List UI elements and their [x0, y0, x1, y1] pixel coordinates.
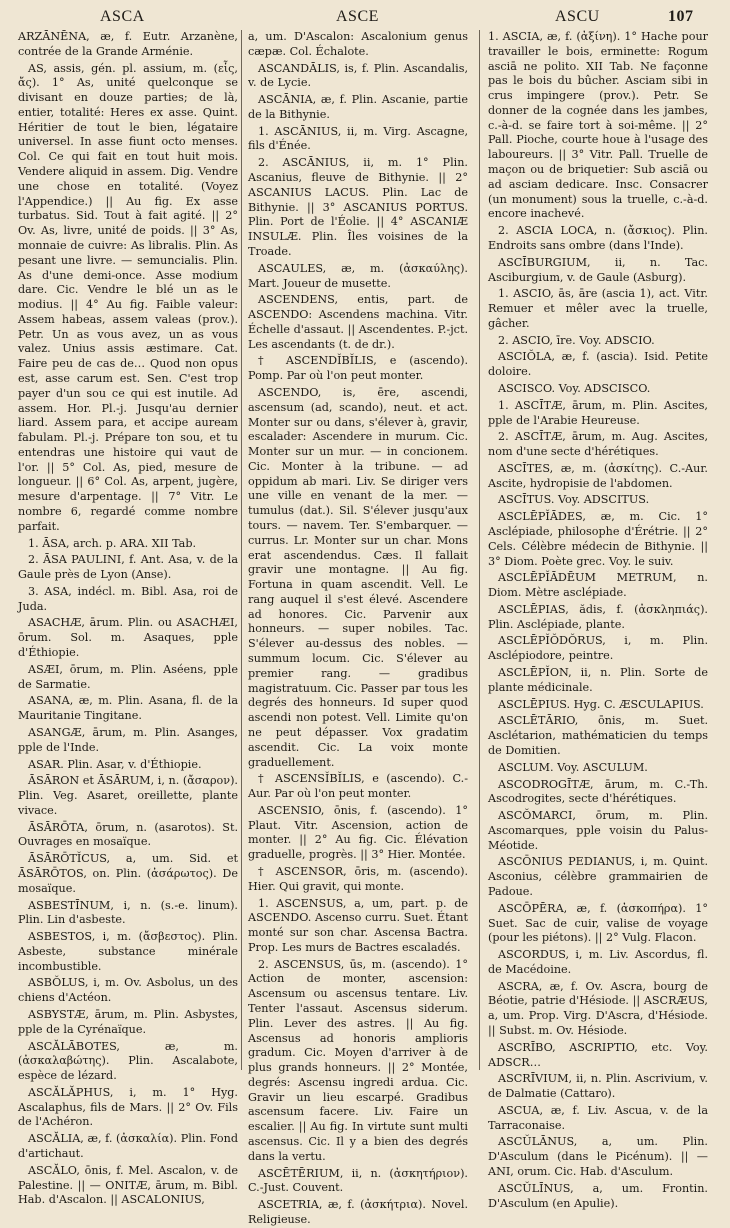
dictionary-entry: ASCIŎLA, æ, f. (ascia). Isid. Petite doloire.	[488, 350, 708, 379]
dictionary-entry: ASCĂLĀBOTES, æ, m. (ἀσκαλαβώτης). Plin. Ascalabote, espèce de lézard.	[18, 1039, 238, 1083]
dictionary-entry: ASCLĒPIAS, ădis, f. (ἀσκληπιάς). Plin. Asclépiade, plante.	[488, 602, 708, 631]
running-head-left: ASCA	[100, 8, 145, 25]
dictionary-entry: ASCISCO. Voy. ADSCISCO.	[498, 381, 651, 395]
dictionary-entry: ASCŎMARCI, ōrum, m. Plin. Ascomarques, pple voisin du Palus-Méotide.	[488, 809, 708, 852]
running-head	[0, 6, 730, 28]
dictionary-entry: ASCLĒPĬĀDĒUM METRUM, n. Diom. Mètre asclépiade.	[488, 571, 708, 600]
dictionary-entry: † ASCENSOR, ōris, m. (ascendo). Hier. Qui gravit, qui monte.	[248, 864, 468, 893]
column-middle	[248, 30, 468, 1226]
dictionary-entry: ASBŎLUS, i, m. Ov. Asbolus, un des chiens d'Actéon.	[18, 976, 238, 1005]
page-number: 107	[668, 8, 694, 25]
dictionary-entry: ASCLĒPĬĀDES, æ, m. Cic. 1° Asclépiade, philosophe d'Érétrie. || 2° Cels. Célèbre médecin de Bithynie. || 3° Diom. Poète grec. Voy. le suiv.	[488, 510, 708, 568]
dictionary-entry: ASCRĪVIUM, ii, n. Plin. Ascrivium, v. de Dalmatie (Cattaro).	[488, 1072, 708, 1101]
dictionary-entry: 2. ASCIA LOCA, n. (ἄσκιος). Plin. Endroits sans ombre (dans l'Inde).	[488, 224, 708, 252]
dictionary-entry: ASCĒTĒRIUM, ii, n. (ἀσκητήριον). C.-Just. Couvent.	[248, 1166, 468, 1195]
dictionary-entry: † ASCENSĬBĬLIS, e (ascendo). C.-Aur. Par où l'on peut monter.	[248, 772, 468, 801]
dictionary-entry: ASCĀNIA, æ, f. Plin. Ascanie, partie de la Bithynie.	[248, 93, 468, 121]
dictionary-entry: ASBESTOS, i, m. (ἄσβεστος). Plin. Asbeste, substance minérale incombustible.	[18, 930, 238, 973]
dictionary-entry: ĀSĀRŌTĬCUS, a, um. Sid. et ĀSĀRŌTOS, on. Plin. (ἀσάρωτος). De mosaïque.	[18, 852, 238, 895]
dictionary-entry: ASCLĒPIUS. Hyg. C. ÆSCULAPIUS.	[498, 697, 704, 711]
dictionary-columns	[18, 30, 718, 1226]
dictionary-entry: ASCĪTUS. Voy. ADSCITUS.	[498, 493, 650, 507]
dictionary-entry: 2. ASCIO, īre. Voy. ADSCIO.	[498, 333, 655, 347]
dictionary-entry: 1. ASCĪTÆ, ārum, m. Plin. Ascites, pple de l'Arabie Heureuse.	[488, 398, 708, 427]
dictionary-entry: ASCŬLĀNUS, a, um. Plin. D'Asculum (dans le Picénum). || — ANI, orum. Cic. Hab. d'Asculum.	[488, 1135, 708, 1179]
dictionary-entry: ASCĂLĂPHUS, i, m. 1° Hyg. Ascalaphus, fils de Mars. || 2° Ov. Fils de l'Achéron.	[18, 1085, 238, 1129]
dictionary-entry: ASCRA, æ, f. Ov. Ascra, bourg de Béotie, patrie d'Hésiode. || ASCRÆUS, a, um. Prop. Virg. D'Ascra, d'Hésiode. || Subst. m. Ov. Hésiode.	[488, 979, 708, 1037]
dictionary-entry: AS, assis, gén. pl. assium, m. (εἷς, ἄς). 1° As, unité quelconque se divisant en douze parties; de là, entier, totalité: Heres ex asse. Quint. Héritier de tout le bien, légataire universel. In asse fiunt octo menses. Col. Ce qui fait en tout huit mois. Vendere aliquid in assem. Dig. Vendre une chose en totalité. (Voyez l'Appendice.) || Au fig. Ex asse turbatus. Sid. Tout à fait agité. || 2° Ov. As, livre, unité de poids. || 3° As, monnaie de cuivre: As libralis. Plin. As pesant une livre. — semuncialis. Plin. As d'une demi-once. Asse modium dare. Cic. Vendre le blé un as le modius. || 4° Au fig. Faible valeur: Assem habeas, assem valeas (prov.). Petr. Un as vous avez, un as vous valez. Unius assis æstimare. Cat. Faire peu de cas de… Quod non opus est, asse carum est. Sen. C'est trop payer d'un sou ce qui est inutile. Ad assem. Hor. Pl.-j. Jusqu'au dernier liard. Assem para, et accipe auream fabulam. Pl.-j. Prépare ton sou, et tu entendras une histoire qui vaut de l'or. || 5° Col. As, pied, mesure de longueur. || 6° Col. As, arpent, jugère, mesure d'arpentage. || 7° Vitr. Le nombre 6, regardé comme nombre parfait.	[18, 61, 238, 533]
dictionary-entry: ASCLĒPĬŎDŎRUS, i, m. Plin. Asclépiodore, peintre.	[488, 634, 708, 663]
dictionary-entry: 1. ASCENSUS, a, um, part. p. de ASCENDO. Ascenso curru. Suet. Étant monté sur son char. Ascensa Bactra. Prop. Les murs de Bactres escaladés.	[248, 896, 468, 954]
dictionary-entry: ASCETRIA, æ, f. (ἀσκήτρια). Novel. Religieuse.	[248, 1198, 468, 1226]
dictionary-entry: a, um. D'Ascalon: Ascalonium genus cæpæ. Col. Échalote.	[248, 30, 468, 58]
dictionary-entry: ASACHÆ, ārum. Plin. ou ASACHÆI, ōrum. Sol. m. Asaques, pple d'Éthiopie.	[18, 616, 238, 660]
dictionary-entry: ASCĂLIA, æ, f. (ἀσκαλία). Plin. Fond d'artichaut.	[18, 1132, 238, 1161]
dictionary-entry: ASANA, æ, m. Plin. Asana, fl. de la Mauritanie Tingitane.	[18, 694, 238, 723]
dictionary-entry: 1. ASCIA, æ, f. (ἀξίνη). 1° Hache pour travailler le bois, erminette: Rogum asciā ne polito. XII Tab. Ne façonne pas le bois du bûcher. Asciam sibi in crus impingere (prov.). Petr. Se donner de la cognée dans les jambes, c.-à-d. se faire tort à soi-même. || 2° Pall. Pioche, courte houe à l'usage des laboureurs. || 3° Vitr. Pall. Truelle de maçon ou de briquetier: Sub asciā ou ad asciam dedicare. Insc. Consacrer (un monument) sous la truelle, c.-à-d. encore inachevé.	[488, 30, 708, 221]
dictionary-entry: ASCENDENS, entis, part. de ASCENDO: Ascendens machina. Vitr. Échelle d'assaut. || Ascendentes. P.-jct. Les ascendants (t. de dr.).	[248, 293, 468, 351]
column-right	[488, 30, 708, 1210]
dictionary-entry: ASCŬLĪNUS, a, um. Frontin. D'Asculum (en Apulie).	[488, 1181, 708, 1210]
dictionary-entry: ASCLĒTĀRIO, ōnis, m. Suet. Asclétarion, mathématicien du temps de Domitien.	[488, 714, 708, 757]
dictionary-entry: ASCAULES, æ, m. (ἀσκαύλης). Mart. Joueur de musette.	[248, 261, 468, 290]
dictionary-entry: 2. ASCĀNIUS, ii, m. 1° Plin. Ascanius, fleuve de Bithynie. || 2° ASCANIUS LACUS. Plin. Lac de Bithynie. || 3° ASCANIUS PORTUS. Plin. Port de l'Éolie. || 4° ASCANIÆ INSULÆ. Plin. Îles voisines de la Troade.	[248, 156, 468, 258]
dictionary-entry: ASCLĒPĬON, ii, n. Plin. Sorte de plante médicinale.	[488, 666, 708, 694]
dictionary-entry: ASÆI, ōrum, m. Plin. Aséens, pple de Sarmatie.	[18, 662, 238, 691]
dictionary-entry: † ASCENDĬBĬLIS, e (ascendo). Pomp. Par où l'on peut monter.	[248, 354, 468, 383]
running-head-center: ASCE	[336, 8, 379, 25]
dictionary-entry: 1. ASCIO, ās, āre (ascia 1), act. Vitr. Remuer et mêler avec la truelle, gâcher.	[488, 287, 708, 330]
dictionary-entry: ĀSĀRON et ĀSĀRUM, i, n. (ἄσαρον). Plin. Veg. Asaret, oreillette, plante vivace.	[18, 774, 238, 817]
dictionary-entry: ASCŌNIUS PEDIANUS, i, m. Quint. Asconius, célèbre grammairien de Padoue.	[488, 855, 708, 898]
dictionary-entry: 1. ĀSA, arch. p. ARA. XII Tab.	[28, 536, 197, 550]
dictionary-entry: ASAR. Plin. Asar, v. d'Éthiopie.	[28, 757, 202, 771]
dictionary-entry: ASCĪTES, æ, m. (ἀσκίτης). C.-Aur. Ascite, hydropisie de l'abdomen.	[488, 461, 708, 490]
dictionary-entry: ASCĂLO, ōnis, f. Mel. Ascalon, v. de Palestine. || — ONITÆ, ārum, m. Bibl. Hab. d'Ascalon. || ASCALONIUS,	[18, 1163, 238, 1207]
dictionary-entry: ASCORDUS, i, m. Liv. Ascordus, fl. de Macédoine.	[488, 948, 708, 976]
dictionary-entry: ASBESTĪNUM, i, n. (s.-e. linum). Plin. Lin d'asbeste.	[18, 898, 238, 927]
dictionary-entry: ASCANDĀLIS, is, f. Plin. Ascandalis, v. de Lycie.	[248, 61, 468, 90]
dictionary-entry: ASCODROGĪTÆ, ārum, m. C.-Th. Ascodrogites, secte d'hérétiques.	[488, 777, 708, 806]
running-head-right: ASCU	[555, 8, 600, 25]
dictionary-entry: 2. ASCĪTÆ, ārum, m. Aug. Ascites, nom d'une secte d'hérétiques.	[488, 430, 708, 459]
dictionary-entry: ĀSĀRŌTA, ōrum, n. (asarotos). St. Ouvrages en mosaïque.	[18, 820, 238, 849]
dictionary-entry: ASANGÆ, ārum, m. Plin. Asanges, pple de l'Inde.	[18, 725, 238, 754]
dictionary-entry: ASBYSTÆ, ārum, m. Plin. Asbystes, pple de la Cyrénaïque.	[18, 1008, 238, 1036]
dictionary-entry: ASCŌPĒRA, æ, f. (ἀσκοπήρα). 1° Suet. Sac de cuir, valise de voyage (pour les piétons). || 2° Vulg. Flacon.	[488, 901, 708, 945]
dictionary-entry: ASCUA, æ, f. Liv. Ascua, v. de la Tarraconaise.	[488, 1103, 708, 1132]
dictionary-entry: 2. ĀSA PAULINI, f. Ant. Asa, v. de la Gaule près de Lyon (Anse).	[18, 553, 238, 582]
dictionary-entry: 2. ASCENSUS, ūs, m. (ascendo). 1° Action de monter, ascension: Ascensum ou ascensus tentare. Liv. Tenter l'assaut. Ascensus siderum. Plin. Lever des astres. || Au fig. Ascensus ad honoris amplioris gradum. Cic. Moyen d'arriver à de plus grands honneurs. || 2° Montée, degrés: Ascensu ingredi ardua. Cic. Gravir un lieu escarpé. Gradibus ascensum facere. Liv. Faire un escalier. || Au fig. In virtute sunt multi ascensus. Cic. Il y a bien des degrés dans la vertu.	[248, 957, 468, 1163]
dictionary-entry: ASCENDO, is, ēre, ascendi, ascensum (ad, scando), neut. et act. Monter sur ou dans, s'élever à, gravir, escalader: Ascendere in murum. Cic. Monter sur un mur. — in concionem. Cic. Monter à la tribune. — ad oppidum ab mari. Liv. Se diriger vers une ville en venant de la mer. — tumulus (dat.). Sil. S'élever jusqu'aux tours. — navem. Ter. S'embarquer. — currus. Lr. Monter sur un char. Mons erat ascendendus. Cæs. Il fallait gravir une montagne. || Au fig. Fortuna in quam ascendit. Vell. Le rang auquel il s'est élevé. Ascendere ad honores. Cic. Parvenir aux honneurs. — super nobiles. Tac. S'élever au-dessus des nobles. — summum locum. Cic. S'élever au premier rang. — gradibus magistratuum. Cic. Passer par tous les degrés des honneurs. Id super quod ascendi non potest. Vell. Limite qu'on ne peut dépasser. Vox gradatim ascendit. Cic. La voix monte graduellement.	[248, 385, 468, 769]
dictionary-entry: ASCLUM. Voy. ASCULUM.	[498, 760, 648, 774]
dictionary-entry: ASCENSIO, ōnis, f. (ascendo). 1° Plaut. Vitr. Ascension, action de monter. || 2° Au fig. Cic. Élévation graduelle, progrès. || 3° Hier. Montée.	[248, 803, 468, 862]
dictionary-entry: ASCRĪBO, ASCRIPTIO, etc. Voy. ADSCR…	[488, 1040, 708, 1069]
dictionary-entry: 3. ASA, indécl. m. Bibl. Asa, roi de Juda.	[18, 584, 238, 613]
column-left	[18, 30, 238, 1207]
dictionary-entry: ARZĀNĒNA, æ, f. Eutr. Arzanène, contrée de la Grande Arménie.	[18, 30, 238, 58]
dictionary-entry: ASCĪBURGIUM, ii, n. Tac. Asciburgium, v. de Gaule (Asburg).	[488, 255, 708, 284]
dictionary-entry: 1. ASCĀNIUS, ii, m. Virg. Ascagne, fils d'Énée.	[248, 124, 468, 153]
